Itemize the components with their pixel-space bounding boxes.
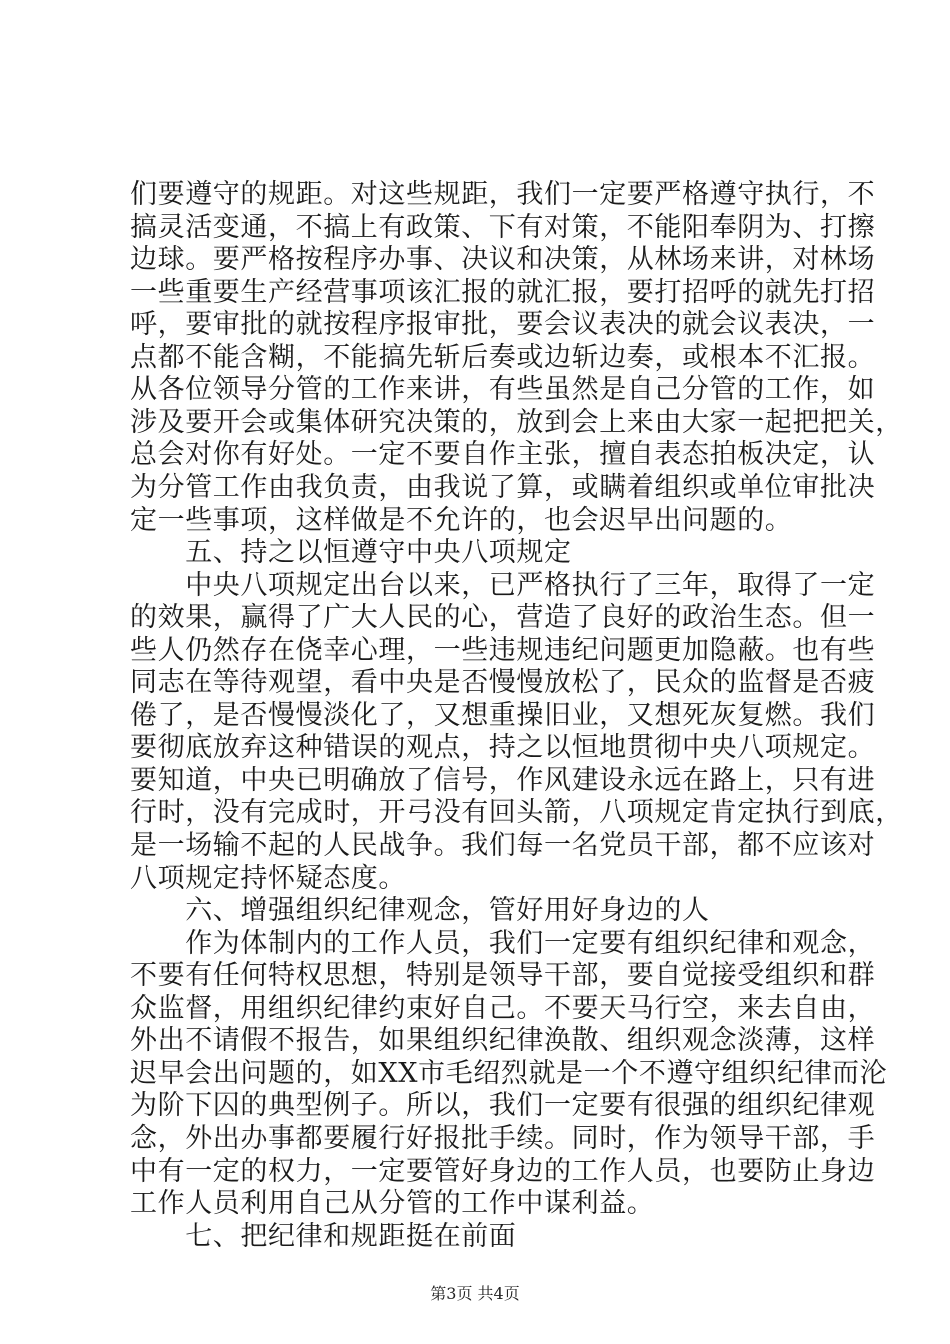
text-line: 行时，没有完成时，开弓没有回头箭，八项规定肯定执行到底， <box>130 797 903 829</box>
text-line: 中有一定的权力，一定要管好身边的工作人员，也要防止身边 <box>130 1155 876 1187</box>
text-line: 些人仍然存在侥幸心理，一些违规违纪问题更加隐蔽。也有些 <box>130 634 876 666</box>
text-line: 外出不请假不报告，如果组织纪律涣散、组织观念淡薄，这样 <box>130 1025 876 1057</box>
text-line: 一些重要生产经营事项该汇报的就汇报，要打招呼的就先打招 <box>130 276 876 308</box>
page-footer: 第3页 共4页 <box>430 1284 520 1303</box>
text-line: 五、持之以恒遵守中央八项规定 <box>130 537 572 569</box>
text-line: 为阶下囚的典型例子。所以，我们一定要有很强的组织纪律观 <box>130 1090 876 1122</box>
text-line: 不要有任何特权思想，特别是领导干部，要自觉接受组织和群 <box>130 960 876 992</box>
text-line: 要知道，中央已明确放了信号，作风建设永远在路上，只有进 <box>130 764 876 796</box>
text-line: 七、把纪律和规距挺在前面 <box>130 1220 517 1252</box>
text-line: 八项规定持怀疑态度。 <box>130 862 406 894</box>
text-line: 涉及要开会或集体研究决策的，放到会上来由大家一起把把关， <box>130 406 903 438</box>
text-line: 念，外出办事都要履行好报批手续。同时，作为领导干部，手 <box>130 1122 876 1154</box>
text-line: 边球。要严格按程序办事、决议和决策，从林场来讲，对林场 <box>130 244 876 276</box>
text-line: 中央八项规定出台以来，已严格执行了三年，取得了一定 <box>130 569 876 601</box>
text-line: 要彻底放弃这种错误的观点，持之以恒地贯彻中央八项规定。 <box>130 732 876 764</box>
text-line: 总会对你有好处。一定不要自作主张，擅自表态拍板决定，认 <box>130 439 876 471</box>
text-line: 定一些事项，这样做是不允许的，也会迟早出问题的。 <box>130 504 793 536</box>
text-line: 是一场输不起的人民战争。我们每一名党员干部，都不应该对 <box>130 830 876 861</box>
text-line: 从各位领导分管的工作来讲，有些虽然是自己分管的工作，如 <box>130 374 876 406</box>
text-line: 搞灵活变通，不搞上有政策、下有对策，不能阳奉阴为、打擦 <box>130 211 876 243</box>
text-line: 作为体制内的工作人员，我们一定要有组织纪律和观念， <box>130 927 876 959</box>
text-line: 迟早会出问题的，如XX市毛绍烈就是一个不遵守组织纪律而沦 <box>130 1057 888 1089</box>
text-line: 们要遵守的规距。对这些规距，我们一定要严格遵守执行，不 <box>130 179 876 210</box>
text-line: 同志在等待观望，看中央是否慢慢放松了，民众的监督是否疲 <box>130 667 876 699</box>
text-line: 点都不能含糊，不能搞先斩后奏或边斩边奏，或根本不汇报。 <box>130 341 876 373</box>
text-line: 工作人员利用自己从分管的工作中谋利益。 <box>130 1188 655 1220</box>
text-line: 倦了，是否慢慢淡化了，又想重操旧业，又想死灰复燃。我们 <box>130 699 876 731</box>
text-line: 众监督，用组织纪律约束好自己。不要天马行空，来去自由， <box>130 992 876 1024</box>
text-line: 呼，要审批的就按程序报审批，要会议表决的就会议表决，一 <box>130 309 876 341</box>
text-line: 六、增强组织纪律观念，管好用好身边的人 <box>130 895 710 927</box>
text-line: 的效果，赢得了广大人民的心，营造了良好的政治生态。但一 <box>130 602 876 634</box>
text-line: 为分管工作由我负责，由我说了算，或瞒着组织或单位审批决 <box>130 471 876 503</box>
